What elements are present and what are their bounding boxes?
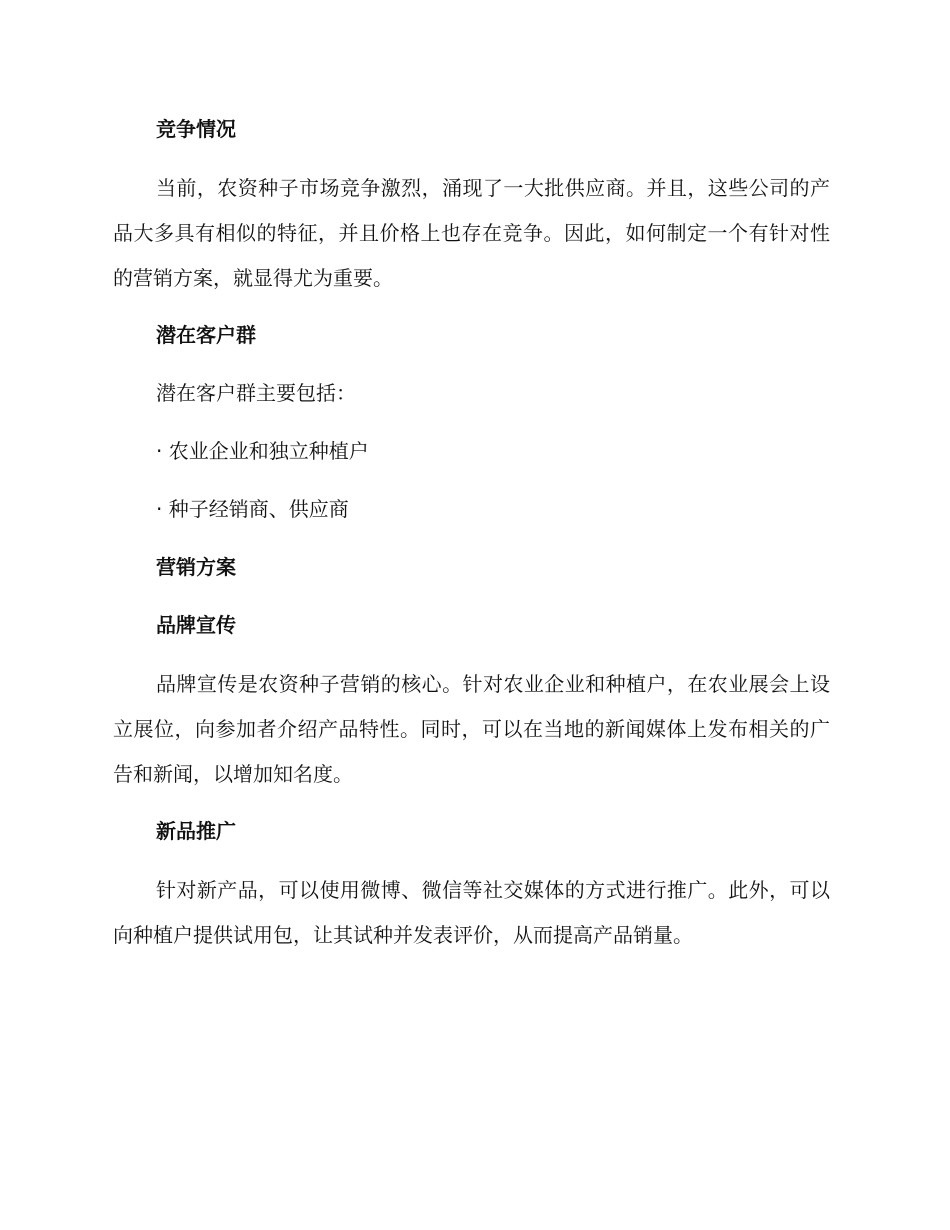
customers-heading: 潜在客户群 (156, 323, 256, 347)
competition-paragraph: 当前，农资种子市场竞争激烈，涌现了一大批供应商。并且，这些公司的产品大多具有相似的特征，并且价格上也存在竞争。因此，如何制定一个有针对性的营销方案，就显得尤为重要。 (113, 176, 830, 290)
brand-heading: 品牌宣传 (156, 613, 236, 637)
newproduct-heading: 新品推广 (156, 819, 236, 843)
list-item: · 种子经销商、供应商 (156, 497, 349, 521)
list-item: · 农业企业和独立种植户 (156, 439, 369, 463)
competition-heading: 竞争情况 (156, 117, 236, 141)
customers-intro: 潜在客户群主要包括： (156, 381, 356, 405)
brand-paragraph: 品牌宣传是农资种子营销的核心。针对农业企业和种植户，在农业展会上设立展位，向参加者介绍产品特性。同时，可以在当地的新闻媒体上发布相关的广告和新闻，以增加知名度。 (113, 672, 830, 786)
newproduct-paragraph: 针对新产品，可以使用微博、微信等社交媒体的方式进行推广。此外，可以向种植户提供试用包，让其试种并发表评价，从而提高产品销量。 (113, 878, 830, 947)
marketing-heading: 营销方案 (156, 555, 236, 579)
